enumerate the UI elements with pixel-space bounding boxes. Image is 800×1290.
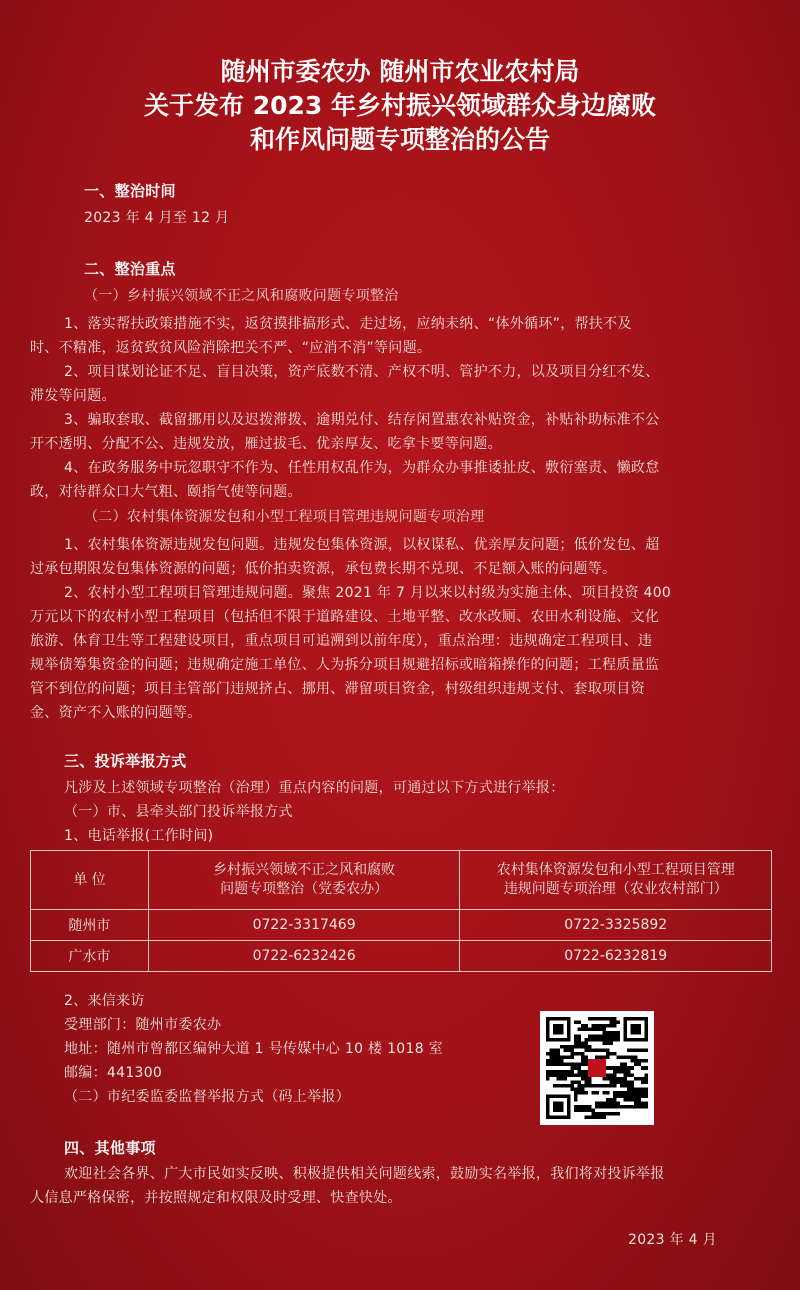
item-line: 旅游、体育卫生等工程建设项目，重点项目可追溯到以前年度），重点治理：违规确定工程项目、违	[30, 633, 653, 649]
table-cell-phone: 0722-3325892	[460, 910, 772, 941]
qr-code-icon[interactable]	[540, 1011, 654, 1125]
item-line: 政，对待群众口大气粗、颐指气使等问题。	[30, 484, 302, 500]
subsection-3-1-title: （一）市、县牵头部门投诉举报方式	[64, 804, 293, 820]
table-header-col2: 乡村振兴领域不正之风和腐败 问题专项整治（党委农办）	[148, 851, 460, 910]
item-line: 滞发等问题。	[30, 388, 116, 404]
table-row	[31, 941, 772, 972]
item-line: 1、农村集体资源违规发包问题。违规发包集体资源，以权谋私、优亲厚友问题；低价发包、超	[64, 537, 660, 553]
title-line-1: 随州市委农办 随州市农业农村局	[220, 57, 580, 86]
section-1-heading: 一、整治时间	[84, 182, 176, 200]
notice-date: 2023 年 4 月	[628, 1232, 717, 1248]
item-line: 万元以下的农村小型工程项目（包括但不限于道路建设、土地平整、改水改厕、农田水利设施、文化	[30, 609, 660, 625]
subsection-2-1-title: （一）乡村振兴领域不正之风和腐败问题专项整治	[84, 288, 399, 304]
address: 地址：随州市曾都区编钟大道 1 号传媒中心 10 楼 1018 室	[64, 1041, 443, 1057]
section-3-heading: 三、投诉举报方式	[64, 752, 187, 770]
item-line: 管不到位的问题；项目主管部门违规挤占、挪用、滞留项目资金，村级组织违规支付、套取项目资	[30, 681, 645, 697]
phone-report-title: 1、电话举报(工作时间)	[64, 828, 214, 844]
department: 受理部门：随州市委农办	[64, 1017, 222, 1033]
title-line-3: 和作风问题专项整治的公告	[249, 125, 550, 154]
table-cell-unit: 广水市	[31, 941, 149, 972]
item-line: 开不透明、分配不公、违规发放，雁过拔毛、优亲厚友、吃拿卡要等问题。	[30, 436, 502, 452]
section-1-content: 2023 年 4 月至 12 月	[84, 210, 230, 226]
table-row	[31, 910, 772, 941]
table-header-col3: 农村集体资源发包和小型工程项目管理 违规问题专项治理（农业农村部门）	[460, 851, 772, 910]
table-header-unit: 单 位	[31, 851, 149, 910]
table-cell-phone: 0722-3317469	[148, 910, 460, 941]
table-cell-phone: 0722-6232819	[460, 941, 772, 972]
item-line: 过承包期限发包集体资源的问题；低价拍卖资源，承包费长期不兑现、不足额入账的问题等。	[30, 561, 617, 577]
item-line: 2、农村小型工程项目管理违规问题。聚焦 2021 年 7 月以来以村级为实施主体、项目投资 400	[64, 585, 672, 601]
section-4-heading: 四、其他事项	[64, 1139, 156, 1157]
item-line: 时、不精准，返贫致贫风险消除把关不严、“应消不消”等问题。	[30, 340, 432, 356]
postcode: 邮编：441300	[64, 1065, 163, 1081]
item-line: 3、骗取套取、截留挪用以及迟拨滞拨、逾期兑付、结存闲置惠农补贴资金，补贴补助标准不公	[64, 412, 660, 428]
subsection-2-2-title: （二）农村集体资源发包和小型工程项目管理违规问题专项治理	[84, 509, 485, 525]
title-line-2: 关于发布 2023 年乡村振兴领域群众身边腐败	[144, 91, 656, 120]
table-cell-unit: 随州市	[31, 910, 149, 941]
section-4-line: 人信息严格保密，并按照规定和权限及时受理、快查快处。	[30, 1190, 402, 1206]
table-cell-phone: 0722-6232426	[148, 941, 460, 972]
section-4-line: 欢迎社会各界、广大市民如实反映、积极提供相关问题线索，鼓励实名举报，我们将对投诉举报	[64, 1166, 665, 1182]
item-line: 金、资产不入账的问题等。	[30, 705, 202, 721]
item-line: 4、在政务服务中玩忽职守不作为、任性用权乱作为，为群众办事推诿扯皮、敷衍塞责、懒政怠	[64, 460, 660, 476]
item-line: 规举债筹集资金的问题；违规确定施工单位、人为拆分项目规避招标或暗箱操作的问题；工程质量监	[30, 657, 660, 673]
report-phone-table	[30, 850, 772, 972]
section-3-intro: 凡涉及上述领域专项整治（治理）重点内容的问题，可通过以下方式进行举报：	[64, 780, 565, 796]
item-line: 1、落实帮扶政策措施不实，返贫摸排搞形式、走过场，应纳未纳、“体外循环”，帮扶不及	[64, 316, 632, 332]
subsection-3-2-title: （二）市纪委监委监督举报方式（码上举报）	[64, 1089, 350, 1105]
item-line: 2、项目谋划论证不足、盲目决策，资产底数不清、产权不明、管护不力，以及项目分红不发、	[64, 364, 660, 380]
letter-visit-title: 2、来信来访	[64, 993, 145, 1009]
section-2-heading: 二、整治重点	[84, 260, 176, 278]
